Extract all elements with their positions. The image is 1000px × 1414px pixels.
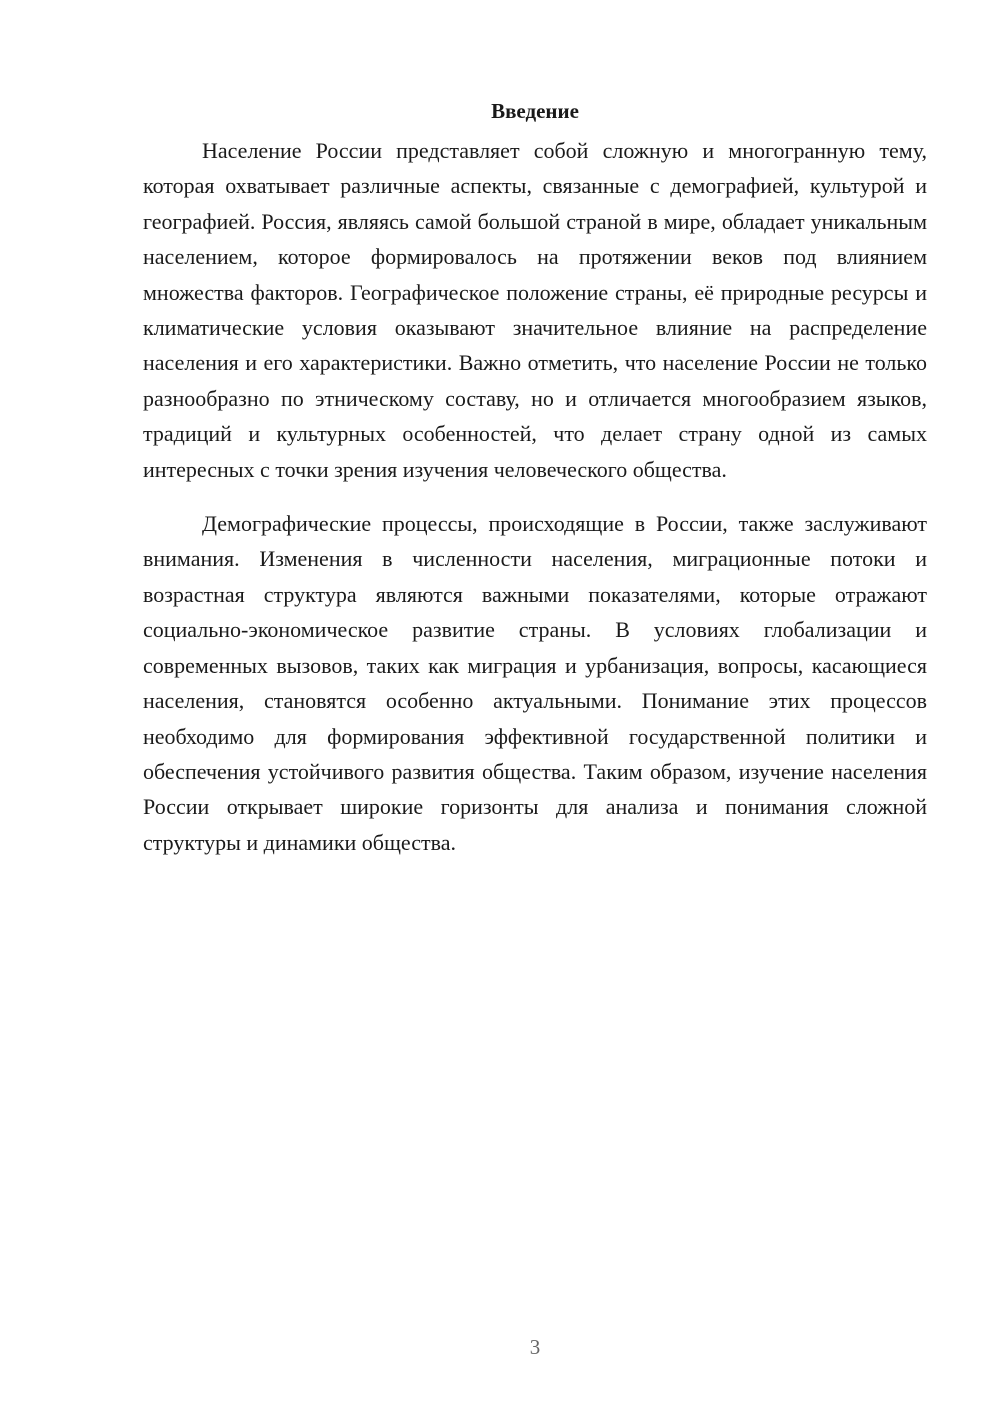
page-number: 3 (529, 1335, 541, 1359)
paragraph-1: Население России представляет собой сложную и многогранную тему, которая охватывает различные аспекты, связанные с демографией, культурой и географией. Россия, являясь самой большой страной в мире, обладает уникальным населением, которое формировалось на протяжении веков под влиянием множества факторов. Географическое положение страны, её природные ресурсы и климатические условия оказывают значительное влияние на распределение населения и его характеристики. Важно отметить, что население России не только разнообразно по этническому составу, но и отличается многообразием языков, традиций и культурных особенностей, что делает страну одной из самых интересных с точки зрения изучения человеческого общества. (143, 138, 927, 482)
document-body (143, 95, 927, 860)
paragraph-2: Демографические процессы, происходящие в России, также заслуживают внимания. Изменения в численности населения, миграционные потоки и возрастная структура являются важными показателями, которые отражают социально-экономическое развитие страны. В условиях глобализации и современных вызовов, таких как миграция и урбанизация, вопросы, касающиеся населения, становятся особенно актуальными. Понимание этих процессов необходимо для формирования эффективной государственной политики и обеспечения устойчивого развития общества. Таким образом, изучение населения России открывает широкие горизонты для анализа и понимания сложной структуры и динамики общества. (143, 511, 927, 855)
section-heading: Введение (491, 99, 579, 123)
